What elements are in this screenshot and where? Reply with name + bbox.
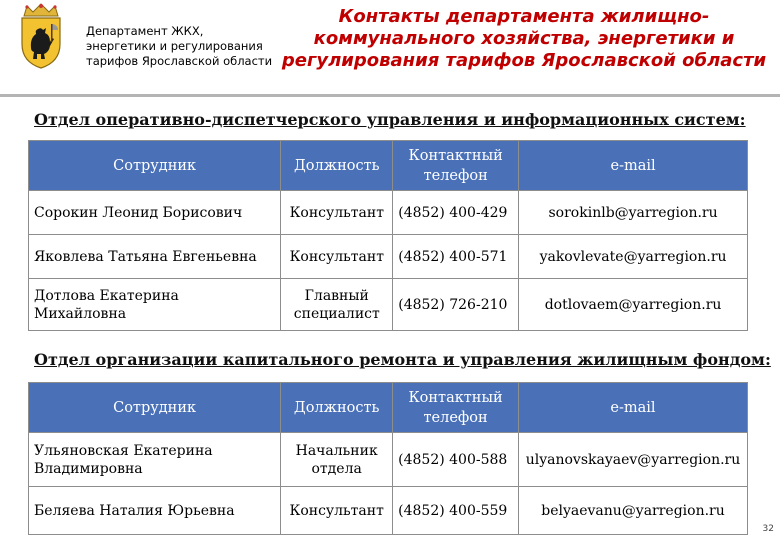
yaroslavl-coat-of-arms-icon (14, 2, 68, 70)
column-header-phone: Контактный телефон (393, 141, 519, 191)
column-header-employee: Сотрудник (29, 383, 281, 433)
employee-name: Дотлова Екатерина Михайловна (29, 279, 281, 331)
employee-name: Беляева Наталия Юрьевна (29, 487, 281, 535)
employee-phone: (4852) 400-559 (393, 487, 519, 535)
table-row (29, 279, 748, 331)
page-number: 32 (762, 524, 774, 534)
employee-name: Яковлева Татьяна Евгеньевна (29, 235, 281, 279)
page-header (0, 0, 780, 96)
table-row (29, 235, 748, 279)
employee-position: Начальник отдела (281, 433, 393, 487)
column-header-email: e-mail (519, 141, 748, 191)
employee-name: Ульяновская Екатерина Владимировна (29, 433, 281, 487)
table-row (29, 487, 748, 535)
section-title-dispatch: Отдел оперативно-диспетчерского управления и информационных систем: (34, 110, 746, 129)
employee-email: yakovlevate@yarregion.ru (519, 235, 748, 279)
table-row (29, 433, 748, 487)
employee-position: Консультант (281, 235, 393, 279)
employee-email: dotlovaem@yarregion.ru (519, 279, 748, 331)
employee-phone: (4852) 400-571 (393, 235, 519, 279)
employee-position: Главный специалист (281, 279, 393, 331)
employee-email: belyaevanu@yarregion.ru (519, 487, 748, 535)
employee-phone: (4852) 400-588 (393, 433, 519, 487)
column-header-email: e-mail (519, 383, 748, 433)
employee-phone: (4852) 726-210 (393, 279, 519, 331)
employee-email: sorokinlb@yarregion.ru (519, 191, 748, 235)
contacts-table-capital-repair (28, 382, 748, 535)
section-title-capital-repair: Отдел организации капитального ремонта и управления жилищным фондом: (34, 350, 771, 369)
employee-phone: (4852) 400-429 (393, 191, 519, 235)
table-row (29, 191, 748, 235)
column-header-position: Должность (281, 141, 393, 191)
contacts-table-dispatch (28, 140, 748, 331)
column-header-employee: Сотрудник (29, 141, 281, 191)
table-header-row (29, 141, 748, 191)
table-header-row (29, 383, 748, 433)
page-title: Контакты департамента жилищно-коммунального хозяйства, энергетики и регулирования тарифов Ярославской области (281, 6, 767, 71)
employee-email: ulyanovskayaev@yarregion.ru (519, 433, 748, 487)
header-divider (0, 94, 780, 97)
column-header-phone: Контактный телефон (393, 383, 519, 433)
employee-position: Консультант (281, 191, 393, 235)
employee-name: Сорокин Леонид Борисович (29, 191, 281, 235)
employee-position: Консультант (281, 487, 393, 535)
department-name: Департамент ЖКХ, энергетики и регулирования тарифов Ярославской области (86, 24, 273, 68)
column-header-position: Должность (281, 383, 393, 433)
